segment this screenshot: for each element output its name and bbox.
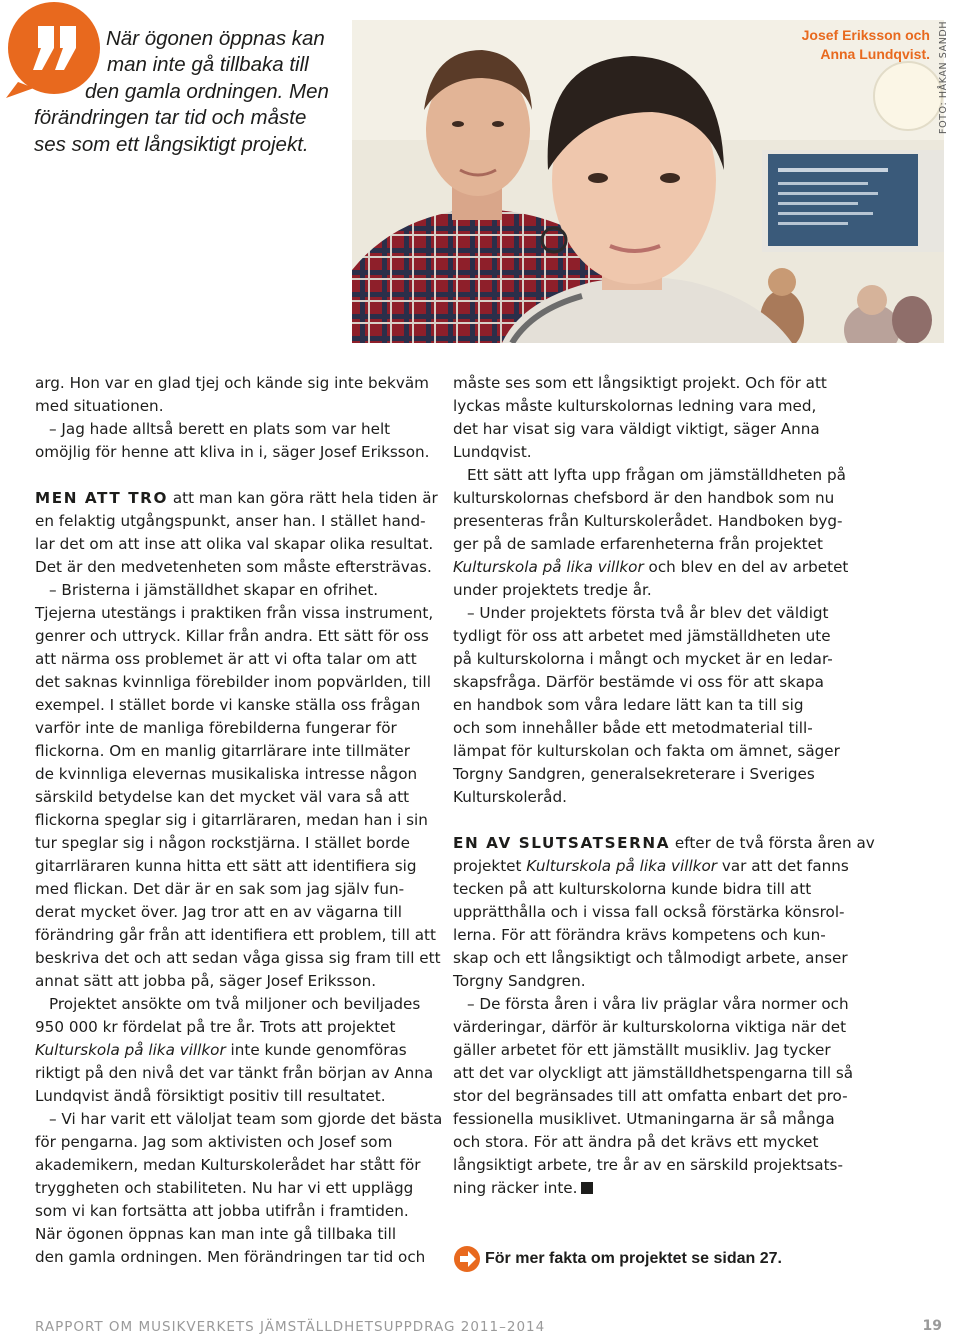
body-line: stor del begränsades till att omfatta enbart det pro-	[453, 1087, 848, 1105]
body-line: fessionella musiklivet. Utmaningarna är så många	[453, 1110, 835, 1128]
body-line: lyckas måste kulturskolornas ledning vara med,	[453, 397, 817, 415]
body-line: Torgny Sandgren.	[453, 972, 586, 990]
body-line: skap och ett långsiktigt och tålmodigt arbete, anser	[453, 949, 848, 967]
body-line: – Vi har varit ett väloljat team som gjorde det bästa	[49, 1110, 443, 1128]
body-line: gäller arbetet för ett jämställt musikliv. Jag tycker	[453, 1041, 831, 1059]
project-title: Kulturskola på lika villkor	[526, 857, 717, 875]
body-line: flickorna speglar sig i gitarrläraren, medan han i sin	[35, 811, 428, 829]
body-line: – De första åren i våra liv präglar våra normer och	[467, 995, 849, 1013]
body-line: Det är den medvetenheten som måste eftersträvas.	[35, 558, 432, 576]
body-line: med flickan. Det där är en sak som jag själv fun-	[35, 880, 405, 898]
body-line: och som innehåller både ett metodmaterial till-	[453, 719, 813, 737]
body-line: Kulturskola på lika villkor inte kunde genomföras	[35, 1041, 407, 1059]
body-line: lar det om att inse att olika val skapar olika resultat.	[35, 535, 434, 553]
body-line: ning räcker inte.	[453, 1177, 853, 1200]
body-line: När ögonen öppnas kan man inte gå tillbaka till	[35, 1225, 397, 1243]
body-line: Kulturskola på lika villkor och blev en del av arbetet	[453, 558, 849, 576]
body-line: akademikern, medan Kulturskolerådet har stått för	[35, 1156, 421, 1174]
pull-quote-line: ses som ett långsiktigt projekt.	[34, 132, 309, 156]
body-line: Lundqvist.	[453, 443, 532, 461]
body-line: tecken på att kulturskolorna kunde bidra till att	[453, 880, 812, 898]
body-line: Lundqvist ändå försiktigt positiv till resultatet.	[35, 1087, 386, 1105]
body-line: de kvinnliga elevernas musikaliska intresse någon	[35, 765, 418, 783]
body-line: för pengarna. Jag som aktivisten och Josef som	[35, 1133, 393, 1151]
pull-quote-line: förändringen tar tid och måste	[34, 106, 307, 130]
page-number: 19	[922, 1318, 942, 1334]
body-line: den gamla ordningen. Men förändringen tar tid och	[35, 1248, 426, 1266]
photo-caption-line: Josef Eriksson och	[801, 27, 930, 43]
body-line: det har visat sig vara väldigt viktigt, säger Anna	[453, 420, 820, 438]
body-line: omöjlig för henne att kliva in i, säger Josef Eriksson.	[35, 443, 430, 461]
body-line: på kulturskolorna i mångt och mycket är en ledar-	[453, 650, 833, 668]
photo-caption-line: Anna Lundqvist.	[820, 45, 930, 62]
body-line: arg. Hon var en glad tjej och kände sig inte bekväm	[35, 374, 429, 392]
section-lead-in: EN AV SLUTSATSERNA	[453, 834, 671, 852]
body-line: Projektet ansökte om två miljoner och beviljades	[49, 995, 421, 1013]
paragraph-gap	[35, 464, 435, 487]
project-title: Kulturskola på lika villkor	[453, 558, 644, 576]
body-line: Ett sätt att lyfta upp frågan om jämställdheten på	[467, 466, 846, 484]
body-line: – Under projektets första två år blev det väldigt	[467, 604, 829, 622]
body-line: exempel. I stället borde vi kanske ställa oss frågan	[35, 696, 421, 714]
body-line: riktigt på den nivå det var tänkt från början av Anna	[35, 1064, 434, 1082]
body-line: förändring går från att identifiera ett problem, till att	[35, 926, 436, 944]
pull-quote-line: man inte gå tillbaka till	[107, 53, 309, 77]
body-line: gitarrläraren kunna hitta ett sätt att identifiera sig	[35, 857, 417, 875]
pull-quote-line: den gamla ordningen. Men	[85, 79, 329, 103]
body-line: långsiktigt arbete, tre år av en särskild projektsats-	[453, 1156, 843, 1174]
body-line: varför inte de manliga förebilderna fungerar för	[35, 719, 397, 737]
body-line: EN AV SLUTSATSERNA efter de två första åren av	[453, 834, 875, 852]
photo-caption	[800, 26, 930, 63]
portrait-photo	[352, 20, 944, 343]
project-title: Kulturskola på lika villkor	[35, 1041, 226, 1059]
body-line: skapsfråga. Därför bestämde vi oss för att skapa	[453, 673, 824, 691]
body-line: flickorna. Om en manlig gitarrlärare inte tillmäter	[35, 742, 410, 760]
body-line: under projektets tredje år.	[453, 581, 652, 599]
body-line: tryggheten och stabiliteten. Nu har vi ett upplägg	[35, 1179, 414, 1197]
body-line: måste ses som ett långsiktigt projekt. Och för att	[453, 374, 827, 392]
fact-link-text[interactable]: För mer fakta om projektet se sidan 27.	[485, 1250, 782, 1267]
section-lead-in: MEN ATT TRO	[35, 489, 168, 507]
body-line: lerna. För att förändra krävs kompetens och kun-	[453, 926, 826, 944]
body-line: MEN ATT TRO att man kan göra rätt hela tiden är	[35, 489, 438, 507]
body-line: – Bristerna i jämställdhet skapar en ofrihet.	[49, 581, 379, 599]
body-line: derat mycket över. Jag tror att en av vägarna till	[35, 903, 402, 921]
body-line: värderingar, därför är kulturskolorna viktiga när det	[453, 1018, 847, 1036]
body-line: särskild betydelse kan det mycket väl vara så att	[35, 788, 410, 806]
body-line: en felaktig utgångspunkt, anser han. I stället hand-	[35, 512, 426, 530]
body-line: det saknas kvinnliga förebilder inom popvärlden, till	[35, 673, 431, 691]
body-line: en handbok som våra ledare lätt kan ta till sig	[453, 696, 804, 714]
body-line: projektet Kulturskola på lika villkor var att det fanns	[453, 857, 849, 875]
body-line: Kulturskoleråd.	[453, 788, 567, 806]
paragraph-gap	[453, 809, 853, 832]
body-line: presenteras från Kulturskolerådet. Handboken byg-	[453, 512, 843, 530]
body-line: med situationen.	[35, 397, 164, 415]
body-line: Torgny Sandgren, generalsekreterare i Sveriges	[453, 765, 815, 783]
body-line: tydligt för oss att arbetet med jämställdheten ute	[453, 627, 831, 645]
end-of-article-mark	[581, 1182, 593, 1194]
body-line: lämpat för kulturskolan och fakta om ämnet, säger	[453, 742, 840, 760]
body-line: upprätthålla och i vissa fall också förstärka könsrol-	[453, 903, 845, 921]
body-line: Tjejerna utestängs i praktiken från vissa instrument,	[35, 604, 434, 622]
body-line: 950 000 kr fördelat på tre år. Trots att projektet	[35, 1018, 396, 1036]
pull-quote	[34, 26, 334, 158]
body-column-left	[35, 372, 443, 1269]
body-line: – Jag hade alltså berett en plats som var helt	[49, 420, 391, 438]
footer-title: RAPPORT OM MUSIKVERKETS JÄMSTÄLLDHETSUPPDRAG 2011–2014	[35, 1319, 546, 1335]
body-line: ger på de samlade erfarenheterna från projektet	[453, 535, 823, 553]
body-line: att det var olyckligt att jämställdhetspengarna till så	[453, 1064, 854, 1082]
body-line: kulturskolornas chefsbord är den handbok som nu	[453, 489, 835, 507]
fact-link[interactable]	[453, 1244, 782, 1274]
body-line: att närma oss problemet är att vi ofta talar om att	[35, 650, 417, 668]
arrow-right-circle-icon	[453, 1245, 481, 1273]
body-line: annat sätt att jobba på, säger Josef Eriksson.	[35, 972, 377, 990]
body-line: beskriva det och att sedan våga gissa sig fram till ett	[35, 949, 441, 967]
body-line: som vi kan fortsätta att jobba utifrån i framtiden.	[35, 1202, 409, 1220]
photo-credit: FOTO: HÅKAN SANDH	[938, 20, 949, 134]
pull-quote-line: När ögonen öppnas kan	[106, 27, 325, 50]
body-column-right	[453, 372, 875, 1200]
body-line: genrer och uttryck. Killar från andra. Ett sätt för oss	[35, 627, 429, 645]
body-line: tur speglar sig i någon rockstjärna. I stället borde	[35, 834, 411, 852]
body-line: och stora. För att ändra på det krävs ett mycket	[453, 1133, 819, 1151]
